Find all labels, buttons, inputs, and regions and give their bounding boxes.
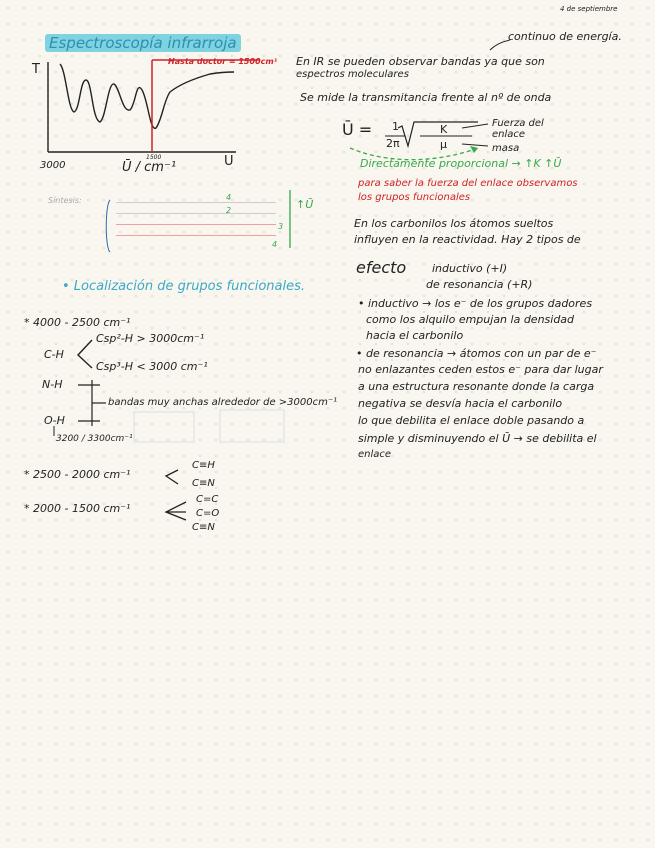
spectrum-x-axis-label: Ū / cm⁻¹ bbox=[122, 160, 177, 175]
ind-note-2: como los alquilo empujan la densidad bbox=[366, 313, 575, 326]
mini-right-symbol: ↑Ū bbox=[296, 198, 314, 211]
fuerza-note: Fuerza del enlace bbox=[492, 118, 544, 140]
carbonilos-1: En los carbonilos los átomos sueltos bbox=[354, 217, 554, 230]
spectrum-x-center: 1500 bbox=[146, 154, 162, 161]
res-note-1: • de resonancia → átomos con un par de e⁻ bbox=[356, 347, 597, 360]
ch-sp3: Csp³-H < 3000 cm⁻¹ bbox=[96, 360, 208, 373]
ir-note-1: En IR se pueden observar bandas ya que son bbox=[296, 55, 545, 68]
ind-note-3: hacia el carbonilo bbox=[366, 329, 464, 342]
continuo-note: continuo de energía. bbox=[508, 30, 622, 43]
mini-row-num-3: 3 bbox=[278, 222, 284, 231]
localizacion-heading: • Localización de grupos funcionales. bbox=[62, 279, 306, 294]
range-2000-1500: * 2000 - 1500 cm⁻¹ bbox=[24, 502, 131, 515]
masa-note: masa bbox=[492, 143, 520, 154]
formula-mu: μ bbox=[440, 138, 447, 151]
mini-scheme-box bbox=[116, 196, 276, 252]
wavenum-note: 3200 / 3300cm⁻¹ bbox=[56, 434, 133, 444]
res-note-5: lo que debilita el enlace doble pasando a bbox=[358, 414, 585, 427]
resonancia-type: de resonancia (+R) bbox=[426, 278, 533, 291]
res-note-2: no enlazantes ceden estos e⁻ para dar lugar bbox=[358, 363, 603, 376]
ind-note-1: • inductivo → los e⁻ de los grupos dadores bbox=[358, 297, 593, 310]
mini-row-num-1: 4 bbox=[226, 193, 232, 202]
carbonilos-2: influyen en la reactividad. Hay 2 tipos de bbox=[354, 233, 581, 246]
ir-note-3: Se mide la transmitancia frente al nº de onda bbox=[300, 91, 552, 104]
cn-triple-2: C≡N bbox=[192, 522, 215, 533]
para-saber-1: para saber la fuerza del enlace observamos bbox=[358, 178, 578, 189]
mini-row-num-2: 2 bbox=[226, 206, 232, 215]
res-note-4: negativa se desvía hacia el carbonilo bbox=[358, 397, 563, 410]
formula-lhs: Ū = bbox=[342, 120, 373, 139]
formula-num: 1 bbox=[392, 120, 399, 133]
nh-label: N-H bbox=[42, 378, 63, 391]
hasta-label: Hasta doctor = 1500cm¹ bbox=[168, 57, 278, 66]
oh-label: O-H bbox=[44, 414, 65, 427]
para-saber-2: los grupos funcionales bbox=[358, 192, 471, 203]
range-2500-2000: * 2500 - 2000 cm⁻¹ bbox=[24, 468, 131, 481]
formula-k: K bbox=[440, 123, 448, 136]
directamente-note: Directamente proporcional → ↑K ↑Ū bbox=[360, 157, 562, 170]
res-note-7: enlace bbox=[358, 449, 392, 460]
page-title: Espectroscopía infrarroja bbox=[45, 34, 241, 52]
efecto-heading: efecto bbox=[356, 258, 407, 277]
date-header: 4 de septiembre bbox=[560, 5, 618, 13]
range-4000-2500: * 4000 - 2500 cm⁻¹ bbox=[24, 316, 131, 329]
ch-sp2: Csp²-H > 3000cm⁻¹ bbox=[96, 332, 205, 345]
spectrum-x-left: 3000 bbox=[40, 160, 66, 171]
res-note-6: simple y disminuyendo el Ū → se debilita el bbox=[358, 432, 597, 445]
mini-scheme-label: Síntesis: bbox=[48, 196, 82, 205]
inductivo-type: inductivo (+I) bbox=[432, 262, 508, 275]
spectrum-x-right: U bbox=[224, 154, 234, 169]
mini-row-num-4: 4 bbox=[272, 240, 278, 249]
ir-note-2: espectros moleculares bbox=[296, 69, 409, 80]
res-note-3: a una estructura resonante donde la carga bbox=[358, 380, 595, 393]
bandas-note: bandas muy anchas alrededor de >3000cm⁻¹ bbox=[108, 397, 338, 408]
co-double: C=O bbox=[196, 508, 220, 519]
ch-triple: C≡H bbox=[192, 460, 215, 471]
spectrum-y-label: T bbox=[32, 62, 40, 77]
ch-label: C-H bbox=[44, 348, 64, 361]
formula-den: 2π bbox=[386, 137, 400, 150]
cn-triple: C≡N bbox=[192, 478, 215, 489]
cc-double: C=C bbox=[196, 494, 219, 505]
